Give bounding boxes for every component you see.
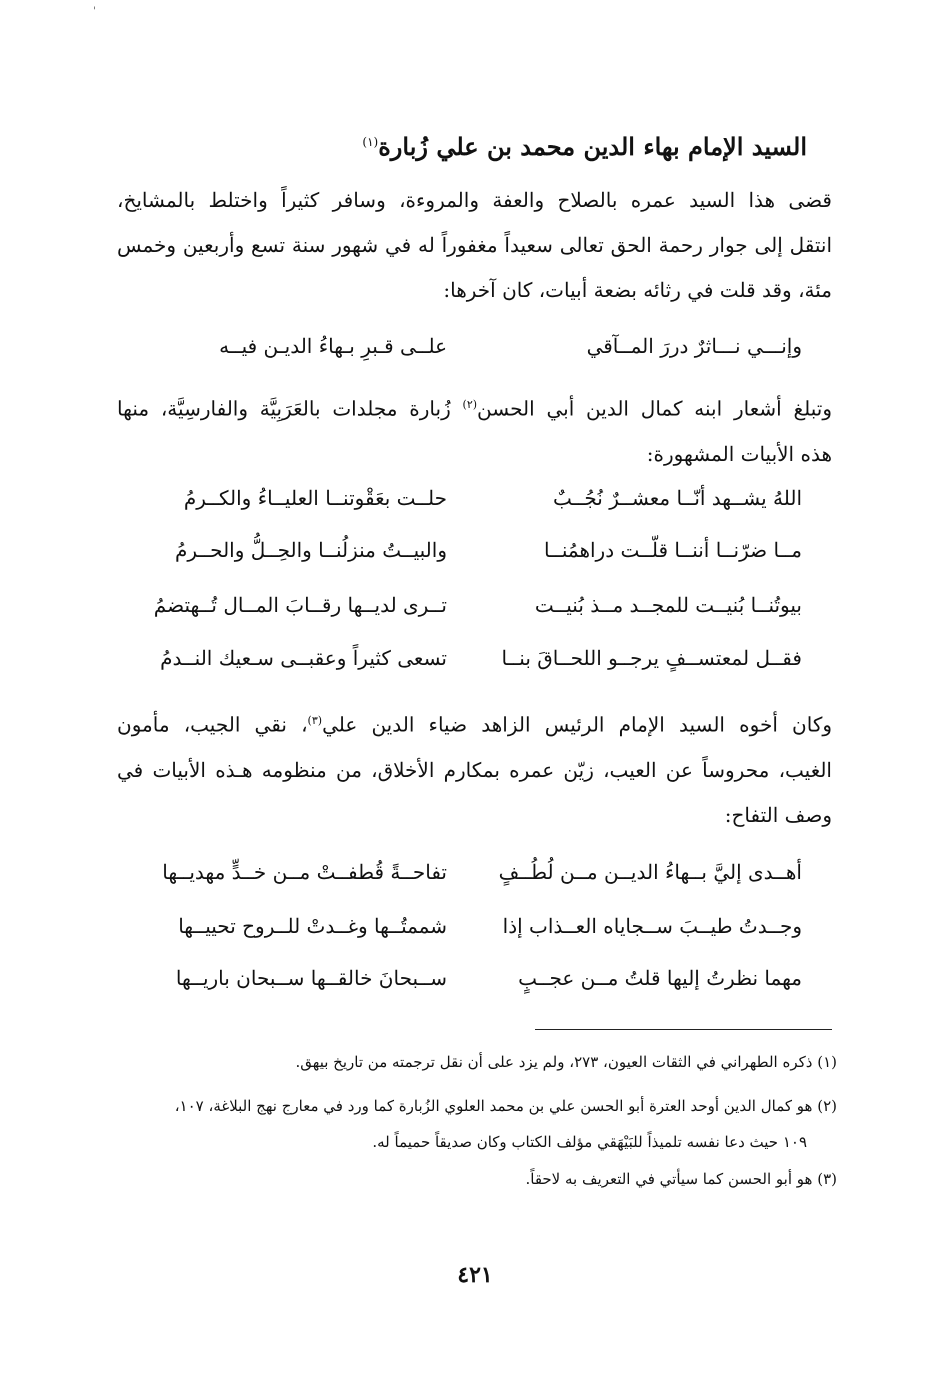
verse-first-hemistich: مهما نظرتُ إليها قلتُ مــن عجــبٍ: [518, 966, 802, 990]
verse-second-hemistich: ســبحانَ خالقــها ســبحان باريــها: [175, 966, 447, 990]
footnote-2: (٢) هو كمال الدين أوحد العترة أبو الحسن علي بن محمد العلوي الزُبارة كما ورد في معارج نهج البلاغة، ١٠٧،: [174, 1097, 837, 1115]
paragraph-3-text-a: وكان أخوه السيد الإمام الرئيس الزاهد ضياء الدين علي: [322, 712, 833, 737]
paragraph-3: [117, 698, 832, 838]
poem-1-verse-1: [117, 478, 832, 518]
verse-first-hemistich: فقــل لمعتســفٍ يرجــو اللحــاقَ بنــا: [501, 646, 802, 670]
paragraph-2: [117, 382, 832, 477]
footnote-ref-1: (١): [362, 135, 379, 149]
footnote-3: (٣) هو أبو الحسن كما سيأتي في التعريف به لاحقاً.: [525, 1170, 837, 1188]
poem-2-verse-2: [117, 906, 832, 946]
verse-second-hemistich: حلــت بعَقْوتنــا العليــاءُ والكــرمُ: [183, 486, 447, 510]
verse-first-hemistich: اللهُ يشــهد أنّــا معشــرٌ نُجُــبٌ: [553, 486, 802, 510]
footnote-1: (١) ذكره الطهراني في الثقات العيون، ٢٧٣، ولم يزد على أن نقل ترجمته من تاريخ بيهق.: [295, 1053, 837, 1071]
poem-1-verse-3: [117, 585, 832, 625]
poem-2-verse-3: [117, 958, 832, 998]
poem-1-verse-4: [117, 638, 832, 678]
verse-second-hemistich: تفاحــةً قُطفــتْ مــن خــدٍّ مهديــها: [162, 860, 447, 884]
paragraph-2-line-1: [117, 382, 832, 432]
paragraph-1-line-3: مئة، وقد قلت في رثائه بضعة أبيات، كان آخرها:: [443, 278, 832, 302]
paragraph-2-text-a: وتبلغ أشعار ابنه كمال الدين أبي الحسن: [477, 396, 832, 421]
paragraph-2-line-2: هذه الأبيات المشهورة:: [646, 441, 832, 466]
section-title: [127, 132, 807, 161]
verse-first-hemistich: أهــدى إليَّ بــهاءُ الديــن مــن لُطُــفٍ: [498, 860, 802, 884]
verse-second-hemistich: تــرى لديــها رقــابَ المــال تُــهتضمُ: [153, 593, 447, 617]
paragraph-1: [117, 178, 832, 313]
paragraph-3-line-3: وصف التفاح:: [724, 802, 832, 827]
verse-second-hemistich: علــى قـبرِ بـهاءُ الديـن فيــه: [219, 334, 447, 358]
corner-mark: ': [93, 6, 96, 17]
paragraph-1-line-2: انتقل إلى جوار رحمة الحق تعالى سعيداً مغفوراً له في شهور سنة تسع وأربعين وخمس: [117, 233, 832, 257]
paragraph-3-text-b: ، نقي الجيب، مأمون: [117, 712, 308, 737]
paragraph-1-line-1: قضى هذا السيد عمره بالصلاح والعفة والمروءة، وسافر كثيراً واختلط بالمشايخ،: [117, 188, 832, 212]
page-number: ٤٢١: [457, 1262, 493, 1288]
footnote-2-continued: ١٠٩ حيث دعا نفسه تلميذاً للبَيْهَقي مؤلف الكتاب وكان صديقاً حميماً له.: [372, 1133, 807, 1151]
footnote-ref-2: (٢): [462, 398, 478, 411]
footnote-divider: [535, 1029, 832, 1030]
verse-second-hemistich: تسعى كثيراً وعقبــى سـعيك النــدمُ: [160, 646, 447, 670]
verse-first-hemistich: مــا ضرّنــا أننــا قلّــت دراهمُنــا: [544, 538, 802, 562]
verse-second-hemistich: والبيــتُ منزلُنــا والحِــلُّ والحــرمُ: [175, 538, 447, 562]
paragraph-3-line-1: [117, 698, 832, 748]
verse-first-hemistich: وإنـــي نـــاثرٌ دررَ المــآقي: [586, 334, 802, 358]
footnote-ref-3: (٣): [307, 714, 323, 727]
section-title-text: السيد الإمام بهاء الدين محمد بن علي زُبارة: [378, 132, 807, 161]
poem-2-verse-1: [117, 852, 832, 892]
verse-second-hemistich: شممتُــها وغــدتْ للــروح تحييــها: [178, 914, 447, 938]
poem-1-verse-2: [117, 530, 832, 570]
paragraph-3-line-2: الغيب، محروساً عن العيب، زيّن عمره بمكارم الأخلاق، من منظومه هـذه الأبيات في: [117, 757, 832, 782]
paragraph-2-text-b: زُبارة مجلدات بالعَرَبِيَّة والفارسِيَّة، منها: [117, 396, 463, 421]
verse-first-hemistich: وجــدتُ طيــبَ ســجاياه العــذاب إذا: [502, 914, 802, 938]
verse-row: [117, 326, 832, 366]
verse-first-hemistich: بيوتُنــا بُنيــت للمجــد مــذ بُنيــت: [534, 593, 802, 617]
